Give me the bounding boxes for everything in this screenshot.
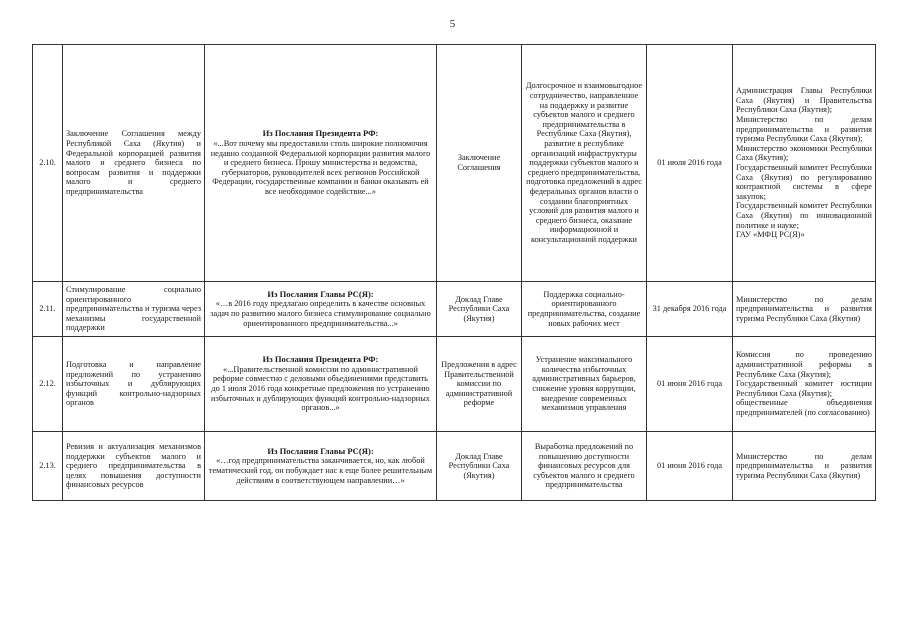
- deadline: 01 июня 2016 года: [647, 432, 733, 501]
- completion-form: Предложения в адрес Правительственной комиссии по административной реформе: [437, 337, 522, 432]
- page-number: 5: [449, 18, 456, 30]
- responsible-executors: Министерство по делам предпринимательства и развития туризма Республики Саха (Якутия): [733, 282, 876, 337]
- completion-form: Заключение Соглашения: [437, 45, 522, 282]
- measure-name: Стимулирование социально ориентированного предпринимательства и туризма через механизмы государственной поддержки: [63, 282, 205, 337]
- expected-result: Поддержка социально-ориентированного предпринимательства, создание новых рабочих мест: [522, 282, 647, 337]
- completion-form: Доклад Главе Республики Саха (Якутия): [437, 282, 522, 337]
- action-plan-table: [32, 44, 876, 501]
- row-number: 2.11.: [33, 282, 63, 337]
- expected-result: Устранение максимального количества избыточных административных барьеров, снижение уровня коррупции, внедрение современных механизмов управления: [522, 337, 647, 432]
- table-row: [33, 337, 876, 432]
- quote-text: «…в 2016 году предлагаю определить в качестве основных задач по развитию малого бизнеса стимулирование социально ориентированного предпринимательства...»: [210, 299, 431, 328]
- quote-text: «...Правительственной комиссии по административной реформе совместно с деловыми объединениями представить до 1 июля 2016 года конкретные предложения по устранению избыточных и дублирующих функций контрольно-надзорных органов...»: [211, 364, 430, 413]
- table-row: [33, 45, 876, 282]
- row-number: 2.13.: [33, 432, 63, 501]
- message-quote: [205, 45, 437, 282]
- responsible-executors: Комиссия по проведению административной реформы в Республике Саха (Якутия); Государственный комитет юстиции Республики Саха (Якутия); общественные объединения предпринимателей (по согласованию): [733, 337, 876, 432]
- completion-form: Доклад Главе Республики Саха (Якутия): [437, 432, 522, 501]
- responsible-executors: Администрация Главы Республики Саха (Якутия) и Правительства Республики Саха (Якутия); Министерство по делам предпринимательства и развития туризма Республики Саха (Якутия); Министерство экономики Республики Саха (Якутия); Государственный комитет Республики Саха (Якутия) по регулированию контрактной системы в сфере закупок; Государственный комитет Республики Саха (Якутия) по инновационной политике и науке; ГАУ «МФЦ РС(Я)»: [733, 45, 876, 282]
- quote-title: Из Послания Президента РФ:: [262, 354, 379, 365]
- message-quote: [205, 432, 437, 501]
- responsible-executors: Министерство по делам предпринимательства и развития туризма Республики Саха (Якутия): [733, 432, 876, 501]
- measure-name: Подготовка и направление предложений по устранению избыточных и дублирующих функций контрольно-надзорных органов: [63, 337, 205, 432]
- deadline: 01 июня 2016 года: [647, 337, 733, 432]
- quote-title: Из Послания Президента РФ:: [262, 128, 379, 139]
- table-row: [33, 432, 876, 501]
- expected-result: Выработка предложений по повышению доступности финансовых ресурсов для субъектов малого и среднего предпринимательства: [522, 432, 647, 501]
- message-quote: [205, 337, 437, 432]
- deadline: 01 июля 2016 года: [647, 45, 733, 282]
- measure-name: Заключение Соглашения между Республикой Саха (Якутия) и Федеральной корпорацией развития малого и среднего бизнеса по вопросам развития и поддержки малого и среднего предпринимательства: [63, 45, 205, 282]
- message-quote: [205, 282, 437, 337]
- quote-title: Из Послания Главы РС(Я):: [267, 288, 374, 299]
- expected-result: Долгосрочное и взаимовыгодное сотрудничество, направленное на поддержку и развитие субъектов малого и среднего предпринимательства в Республике Саха (Якутия), развитие в республике организаций инфраструктуры поддержки субъектов малого и среднего предпринимательства, подготовка предложений в адрес федеральных органов власти о создании благоприятных условий для развития малого и среднего бизнеса, оказание информационной и консультационной поддержки: [522, 45, 647, 282]
- row-number: 2.10.: [33, 45, 63, 282]
- measure-name: Ревизия и актуализация механизмов поддержки субъектов малого и среднего предпринимательства в целях повышения доступности финансовых ресурсов: [63, 432, 205, 501]
- quote-text: «...Вот почему мы предоставили столь широкие полномочия недавно созданной Федеральной корпорации развития малого и среднего бизнеса. Прошу министерства и ведомства, губернаторов, руководителей всех регионов Российской Федерации, государственные компании и банки оказывать ей все необходимое содействие...»: [210, 139, 431, 196]
- row-number: 2.12.: [33, 337, 63, 432]
- quote-text: «…год предпринимательства заканчивается, но, как любой тематический год, он побуждает нас к еще более решительным действиям в соответствующем направлении…»: [208, 456, 433, 485]
- quote-title: Из Послания Главы РС(Я):: [267, 445, 374, 456]
- deadline: 31 декабря 2016 года: [647, 282, 733, 337]
- table-row: [33, 282, 876, 337]
